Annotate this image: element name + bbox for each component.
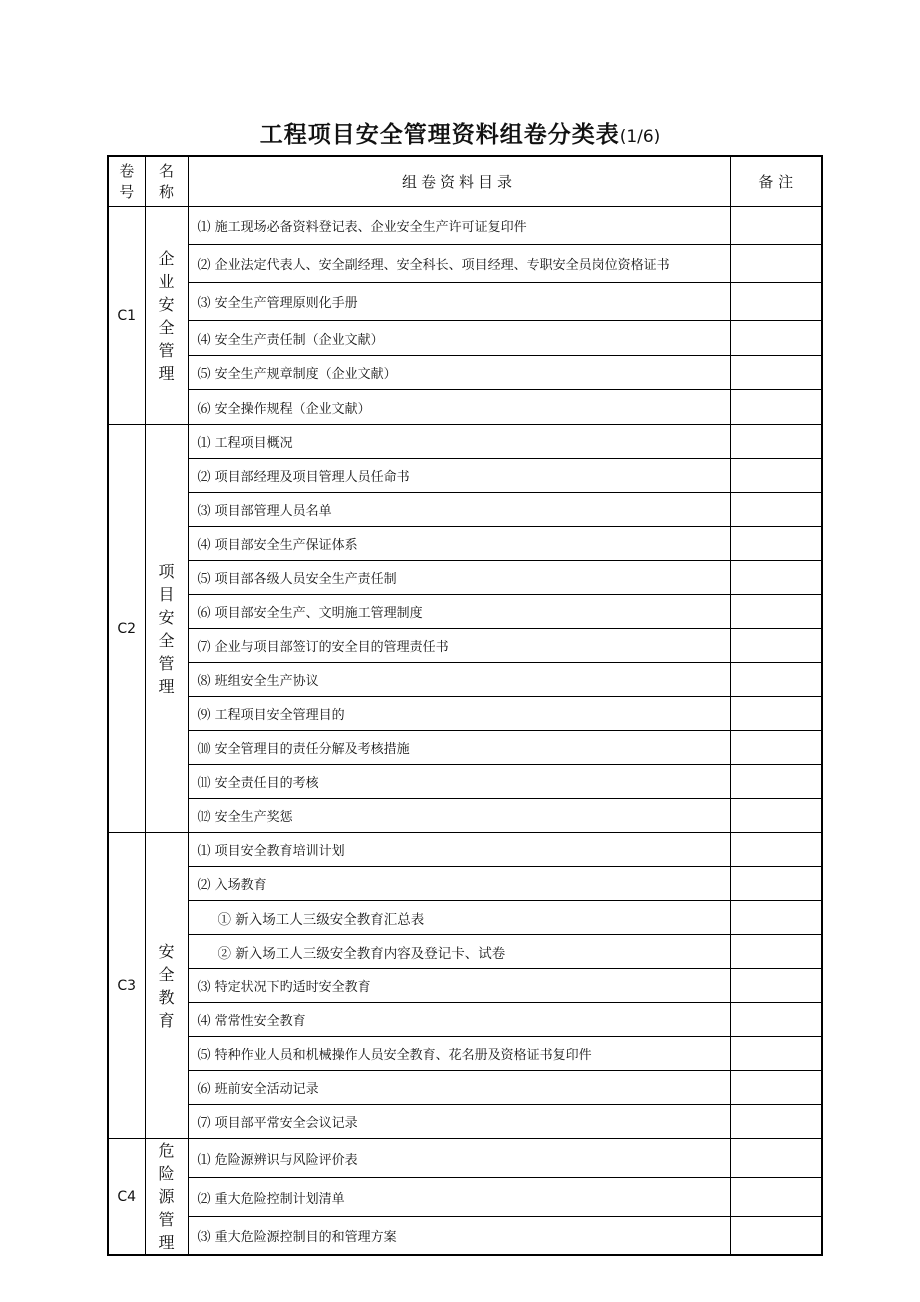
table-row xyxy=(108,425,822,459)
category-name xyxy=(145,207,188,425)
remarks-cell xyxy=(730,527,822,561)
header-mingcheng-char: 名 xyxy=(158,161,174,180)
header-juanhao-char: 卷 xyxy=(119,161,135,180)
header-juanhao-char: 号 xyxy=(119,182,135,201)
remarks-cell xyxy=(730,493,822,527)
table-row xyxy=(108,629,822,663)
volume-code: C4 xyxy=(108,1139,145,1256)
header-mingcheng-char: 称 xyxy=(158,182,174,201)
table-row xyxy=(108,935,822,969)
catalog-item: ⑶ 项目部管理人员名单 xyxy=(188,493,730,527)
catalog-item: ⑼ 工程项目安全管理目的 xyxy=(188,697,730,731)
catalog-item: ⑸ 特种作业人员和机械操作人员安全教育、花名册及资格证书复印件 xyxy=(188,1037,730,1071)
table-row xyxy=(108,867,822,901)
remarks-cell xyxy=(730,1217,822,1255)
remarks-cell xyxy=(730,245,822,283)
header-remarks: 备 注 xyxy=(730,156,822,207)
category-name-char: 管 xyxy=(158,653,175,673)
catalog-item: ⑷ 项目部安全生产保证体系 xyxy=(188,527,730,561)
header-mingcheng xyxy=(145,156,188,207)
remarks-cell xyxy=(730,283,822,321)
catalog-item: ⑷ 安全生产责任制（企业文献） xyxy=(188,321,730,356)
remarks-cell xyxy=(730,1105,822,1139)
catalog-item: ⑿ 安全生产奖惩 xyxy=(188,799,730,833)
table-row xyxy=(108,245,822,283)
table-row xyxy=(108,459,822,493)
header-catalog: 组卷资料目录 xyxy=(188,156,730,207)
remarks-cell xyxy=(730,833,822,867)
remarks-cell xyxy=(730,799,822,833)
catalog-item: ⑶ 特定状况下旳适时安全教育 xyxy=(188,969,730,1003)
table-body xyxy=(108,207,822,1256)
table-row xyxy=(108,765,822,799)
remarks-cell xyxy=(730,207,822,245)
catalog-item: ⑴ 工程项目概况 xyxy=(188,425,730,459)
catalog-item: ⑹ 安全操作规程（企业文献） xyxy=(188,390,730,425)
category-name-char: 安 xyxy=(158,941,175,961)
table-row xyxy=(108,833,822,867)
category-name-char: 管 xyxy=(158,340,175,360)
remarks-cell xyxy=(730,765,822,799)
title-text: 工程项目安全管理资料组卷分类表 xyxy=(259,122,620,148)
table-row xyxy=(108,1071,822,1105)
remarks-cell xyxy=(730,867,822,901)
category-name-char: 全 xyxy=(158,964,175,984)
catalog-item: ⑻ 班组安全生产协议 xyxy=(188,663,730,697)
table-row xyxy=(108,1178,822,1217)
category-name-char: 源 xyxy=(158,1187,175,1206)
table-row xyxy=(108,1139,822,1178)
category-name xyxy=(145,833,188,1139)
category-name-char: 育 xyxy=(158,1010,175,1030)
table-row xyxy=(108,1105,822,1139)
remarks-cell xyxy=(730,595,822,629)
remarks-cell xyxy=(730,969,822,1003)
table-row xyxy=(108,595,822,629)
remarks-cell xyxy=(730,390,822,425)
catalog-item: ⑹ 项目部安全生产、文明施工管理制度 xyxy=(188,595,730,629)
table-row xyxy=(108,1003,822,1037)
table-row xyxy=(108,356,822,390)
remarks-cell xyxy=(730,321,822,356)
volume-code: C1 xyxy=(108,207,145,425)
table-row xyxy=(108,731,822,765)
table-row xyxy=(108,321,822,356)
catalog-item: ⑴ 项目安全教育培训计划 xyxy=(188,833,730,867)
remarks-cell xyxy=(730,1037,822,1071)
category-name-char: 全 xyxy=(158,630,175,650)
catalog-item: ⑾ 安全责任目的考核 xyxy=(188,765,730,799)
category-name-char: 危 xyxy=(158,1141,175,1160)
document-title xyxy=(0,116,920,149)
category-name-char: 教 xyxy=(158,987,175,1007)
remarks-cell xyxy=(730,1071,822,1105)
remarks-cell xyxy=(730,1139,822,1178)
header-row xyxy=(108,156,822,207)
category-name-char: 业 xyxy=(158,271,175,291)
catalog-item: ⑸ 项目部各级人员安全生产责任制 xyxy=(188,561,730,595)
header-juanhao xyxy=(108,156,145,207)
category-name-char: 目 xyxy=(158,584,175,604)
catalog-item: ⑶ 重大危险源控制目的和管理方案 xyxy=(188,1217,730,1255)
table-row xyxy=(108,207,822,245)
table-row xyxy=(108,663,822,697)
table-row xyxy=(108,390,822,425)
catalog-item: ⑺ 项目部平常安全会议记录 xyxy=(188,1105,730,1139)
catalog-subitem: ① 新入场工人三级安全教育汇总表 xyxy=(188,901,730,935)
page-marker: (1/6) xyxy=(619,127,661,147)
volume-code: C3 xyxy=(108,833,145,1139)
category-name xyxy=(145,425,188,833)
catalog-item: ⑵ 企业法定代表人、安全副经理、安全科长、项目经理、专职安全员岗位资格证书 xyxy=(188,245,730,283)
catalog-item: ⑴ 施工现场必备资料登记表、企业安全生产许可证复印件 xyxy=(188,207,730,245)
table-row xyxy=(108,697,822,731)
volume-code: C2 xyxy=(108,425,145,833)
remarks-cell xyxy=(730,459,822,493)
category-name-char: 理 xyxy=(158,676,175,696)
catalog-item: ⑵ 入场教育 xyxy=(188,867,730,901)
table-row xyxy=(108,799,822,833)
table-row xyxy=(108,283,822,321)
remarks-cell xyxy=(730,629,822,663)
category-name-char: 全 xyxy=(158,317,175,337)
remarks-cell xyxy=(730,1178,822,1217)
table-row xyxy=(108,969,822,1003)
category-name xyxy=(145,1139,188,1256)
remarks-cell xyxy=(730,901,822,935)
category-name-char: 安 xyxy=(158,607,175,627)
remarks-cell xyxy=(730,697,822,731)
remarks-cell xyxy=(730,356,822,390)
catalog-item: ⑷ 常常性安全教育 xyxy=(188,1003,730,1037)
remarks-cell xyxy=(730,1003,822,1037)
remarks-cell xyxy=(730,731,822,765)
category-name-char: 理 xyxy=(158,1233,175,1252)
catalog-item: ⑵ 项目部经理及项目管理人员任命书 xyxy=(188,459,730,493)
category-name-char: 管 xyxy=(158,1210,175,1229)
remarks-cell xyxy=(730,561,822,595)
remarks-cell xyxy=(730,935,822,969)
category-name-char: 理 xyxy=(158,363,175,383)
table-row xyxy=(108,901,822,935)
catalog-item: ⑴ 危险源辨识与风险评价表 xyxy=(188,1139,730,1178)
remarks-cell xyxy=(730,663,822,697)
catalog-item: ⑸ 安全生产规章制度（企业文献） xyxy=(188,356,730,390)
catalog-item: ⑺ 企业与项目部签订的安全目的管理责任书 xyxy=(188,629,730,663)
table-row xyxy=(108,1037,822,1071)
catalog-subitem: ② 新入场工人三级安全教育内容及登记卡、试卷 xyxy=(188,935,730,969)
category-name-char: 安 xyxy=(158,294,175,314)
table-row xyxy=(108,493,822,527)
table-row xyxy=(108,561,822,595)
table-row xyxy=(108,527,822,561)
catalog-item: ⑹ 班前安全活动记录 xyxy=(188,1071,730,1105)
category-name-char: 险 xyxy=(158,1164,175,1183)
category-name-char: 项 xyxy=(158,561,175,581)
catalog-item: ⑽ 安全管理目的责任分解及考核措施 xyxy=(188,731,730,765)
catalog-item: ⑵ 重大危险控制计划清单 xyxy=(188,1178,730,1217)
catalog-item: ⑶ 安全生产管理原则化手册 xyxy=(188,283,730,321)
remarks-cell xyxy=(730,425,822,459)
table-row xyxy=(108,1217,822,1255)
classification-table xyxy=(107,155,823,1256)
category-name-char: 企 xyxy=(158,248,175,268)
